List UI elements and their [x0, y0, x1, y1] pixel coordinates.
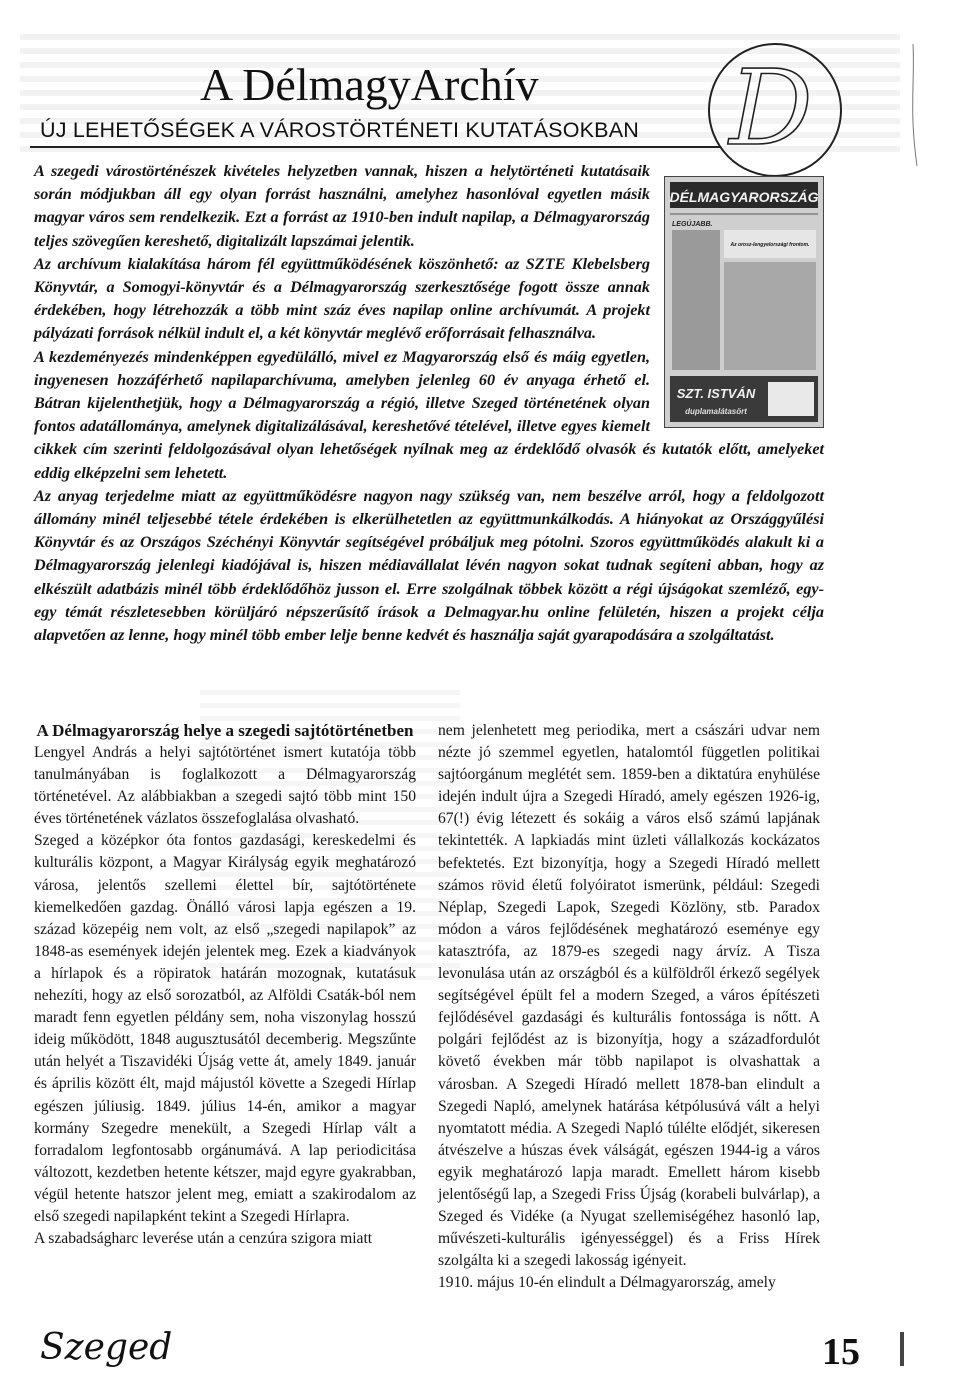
right-paragraph-1: nem jelenhetett meg periodika, mert a császári udvar nem nézte jó szemmel egyetlen, hatalomtól független politikai sajtóorgánum meglétét sem. 1859-ben a diktatúra enyhülése idején indult újra a Szegedi Híradó, amely egészen 1926-ig, 67(!) évig létezett és sokáig a város első számú lapjának tekintették. A lapkiadás mint üzleti vállalkozás kockázatos befektetés. Ezt bizonyítja, hogy a Szegedi Híradó mellett számos rövid életű folyóiratot ismerünk, például: Szegedi Néplap, Szegedi Lapok, Szegedi Közlöny, stb. Paradox módon a város fejlődésének meghatározó eseménye egy katasztrófa, az 1879-es szegedi nagy árvíz. A Tisza levonulása után az országból és a külföldről érkező segélyek segítségével épült fel a modern Szeged, a város építészeti fejlődésével gazdasági és kulturális fontossága is nőtt. A polgári fejlődést az is bizonyítja, hogy a századfordulót követő években már több napilapot is olvashattak a városban. A Szegedi Híradó mellett 1878-ban elindult a Szegedi Napló, amelynek határása kétpólusúvá vált a helyi nyomtatott média. A Szegedi Napló túlélte elődjét, sikeresen átvészelve a húszas évek válságát, egészen 1944-ig a város egyik meghatározó lapja maradt. Emellett három kisebb jelentőségű lap, a Szegedi Friss Újság (korabeli bulvárlap), a Szeged és Vidéke (a Nyugat szellemiségéhez hasonló lap, művészeti-kulturális igényességgel) és a Friss Hírek szolgálta ki a szegedi lakosság igényeit. [438, 722, 820, 1270]
newspaper-tag: LEGÚJABB. [672, 221, 713, 228]
footer-logo: Szeged [40, 1327, 173, 1368]
intro-paragraph-4: Az anyag terjedelme miatt az együttműködésre nagyon nagy szükség van, nem beszélve arról, hogy a feldolgozott állomány minél teljesebbé tétele érdekében is elkerülhetetlen az együttmunkálkodás. A hiányokat az Országgyűlési Könyvtár és az Országos Széchényi Könyvtár segítségével próbáljuk meg pótolni. Szoros együttműködés alakult ki a Délmagyarország jelenlegi kiadójával is, hiszen médiavállalat lévén nagyon sokat tudnak segíteni abban, hogy az elkészült adatbázis minél több érdeklődőhöz jusson el. Erre szolgálnak többek között a régi újságokat szemléző, egy-egy témát részletesebben körüljáró népszerűsítő írások a Delmagyar.hu online felületén, hiszen a projekt célja alapvetően az lenne, hogy minél több ember lelje benne kedvét és használja saját gyarapodására a szolgáltatást. [34, 486, 824, 645]
left-column [34, 720, 416, 1250]
newspaper-ad-text: SZT. ISTVÁN [676, 386, 756, 401]
right-paragraph-2: 1910. május 10-én elindult a Délmagyarország, amely [438, 1274, 776, 1292]
right-column [438, 720, 820, 1294]
newspaper-masthead: DÉLMAGYARORSZÁG [669, 189, 819, 205]
intro-paragraph-1: A szegedi várostörténészek kivételes helyzetben vannak, hiszen a helytörténeti kutatásaik során módjukban áll egy olyan forrást használni, amelyhez hasonlóval egyetlen másik magyar város sem rendelkezik. Ezt a forrást az 1910-ben indult napilap, a Délmagyarország teljes szövegűen kereshető, digitalizált lapszámai jelentik. [34, 162, 650, 250]
article-title: A DélmagyArchív [200, 59, 539, 110]
left-paragraph-3: A szabadságharc leverése után a cenzúra szigora miatt [34, 1230, 373, 1248]
intro-paragraph-2: Az archívum kialakítása három fél együttműködésének köszönhető: az SZTE Klebelsberg Könyvtár, a Somogyi-könyvtár és a Délmagyarország szerkesztősége fogott össze annak érdekében, hogy létrehozzák a több mint száz éves napilap online archívumát. A projekt pályázati források nélkül indult el, a két könyvtár meglévő erőforrásait felhasználva. [34, 254, 650, 343]
newspaper-scan-image [664, 176, 824, 428]
footer-tick-mark [900, 1332, 904, 1366]
margin-scribble [905, 40, 945, 170]
initial-letter: D [729, 47, 813, 169]
left-paragraph-1: Lengyel András a helyi sajtótörténet ismert kutatója több tanulmányában is foglalkozott a Délmagyarország történetével. Az alábbiakban a szegedi sajtó több mint 150 éves történetének vázlatos összefoglalása olvasható. [34, 744, 416, 828]
intro-paragraph-3: A kezdeményezés mindenképpen egyedülálló, mivel ez Magyarország első és máig egyetlen, ingyenesen hozzáférhető napilaparchívuma, amelyben jelenleg 60 év anyaga érhető el. Bátran kijelenthetjük, hogy a Délmagyarország a régió, illetve Szeged történetének olyan fontos adatállománya, amelynek digitalizálásával, kereshetővé tételével, illetve egyes kiemelt cikkek cím szerinti feldolgozásával olyan lehetőségek nyílnak meg az érdeklődő olvasók és kutatók előtt, amelyeket eddig elképzelni sem lehetett. [34, 347, 824, 482]
title-divider [30, 146, 720, 148]
left-paragraph-2: Szeged a középkor óta fontos gazdasági, kereskedelmi és kulturális központ, a Magyar Királyság egyik meghatározó városa, jelentős szellemi élettel bír, sajtótörténete kiemelkedően gazdag. Önálló városi lapja egészen a 19. század közepéig nem volt, az első „szegedi napilapok” az 1848-as események idején jelentek meg. Ezek a kiadványok a hírlapok és a röpiratok határán mozognak, kutatásuk nehezíti, hogy az első sorozatból, az Alföldi Csaták-ból nem maradt fenn egyetlen példány sem, noha viszonylag hosszú ideig működött, 1848 augusztusától decemberig. Megszűnte után helyét a Tiszavidéki Újság vette át, amely 1849. január és április között élt, majd májustól követte a Szegedi Hírlap egészen júliusig. 1849. július 14-én, amikor a magyar kormány Szegedre menekült, a Szegedi Hírlap vált a forradalom legfontosabb orgánumává. A lap periodicitása változott, kezdetben hetente kétszer, majd egyre gyakrabban, végül hetente hatszor jelent meg, emiatt a szakirodalom az első szegedi napilapként tekint a Szegedi Hírlapra. [34, 832, 416, 1225]
newspaper-headline: Az orosz-lengyelországi frontom. [730, 242, 810, 248]
page-number: 15 [822, 1331, 860, 1373]
section-heading: A Délmagyarország helye a szegedi sajtótörténetben [36, 721, 414, 740]
decorative-initial-d-icon [705, 40, 845, 180]
newspaper-ad-sub: duplamalátasört [685, 407, 747, 416]
article-subtitle: ÚJ LEHETŐSÉGEK A VÁROSTÖRTÉNETI KUTATÁSOKBAN [40, 118, 639, 142]
intro-block [34, 160, 824, 647]
